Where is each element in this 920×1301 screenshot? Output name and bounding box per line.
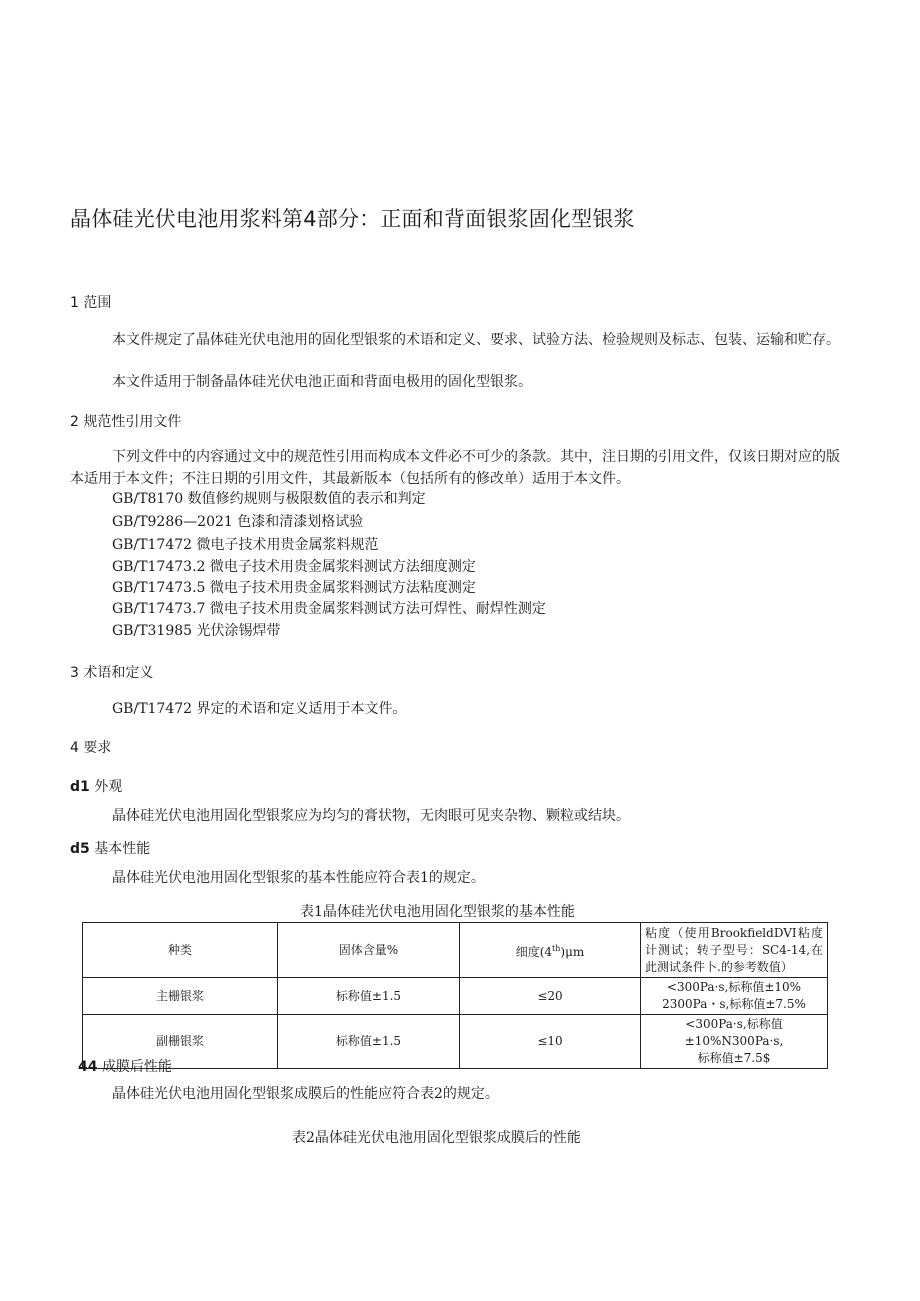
- section-4-heading: 4 要求: [70, 740, 112, 756]
- table-cell: ≤10: [460, 1015, 641, 1069]
- film-performance-para: 晶体硅光伏电池用固化型银浆成膜后的性能应符合表2的规定。: [112, 1086, 499, 1102]
- table-row: [83, 978, 828, 1015]
- section-2-intro: 下列文件中的内容通过文中的规范性引用而构成本文件必不可少的条款。其中，注日期的引用文件，仅该日期对应的版本适用于本文件；不注日期的引用文件，其最新版本（包括所有的修改单）适用于本文件。: [70, 449, 840, 487]
- appearance-para: 晶体硅光伏电池用固化型银浆应为均匀的膏状物，无肉眼可见夹杂物、颗粒或结块。: [112, 808, 630, 824]
- header-text: 细度(4: [515, 944, 553, 959]
- cell-line: 2300Pa・s,标称值±7.5%: [662, 997, 806, 1011]
- reference-item: GB/T17472 微电子技术用贵金属浆料规范: [112, 537, 379, 553]
- subsection-number: 44: [78, 1059, 98, 1075]
- table-cell: ≤20: [460, 978, 641, 1015]
- header-cell: 粘度（使用BrookfieldDVI粘度计测试；转子型号：SC4-14,在此测试条件卜.的参考数值）: [641, 923, 828, 978]
- table-cell: 标称值±1.5: [278, 978, 460, 1015]
- section-3-para: GB/T17472 界定的术语和定义适用于本文件。: [112, 701, 407, 717]
- reference-item: GB/T17473.5 微电子技术用贵金属浆料测试方法粘度测定: [112, 580, 476, 596]
- basic-performance-para: 晶体硅光伏电池用固化型银浆的基本性能应符合表1的规定。: [112, 870, 485, 886]
- reference-item: GB/T17473.7 微电子技术用贵金属浆料测试方法可焊性、耐焊性测定: [112, 601, 546, 617]
- table-cell: 副栅银浆: [83, 1015, 278, 1069]
- header-cell: 固体含量%: [278, 923, 460, 978]
- document-title: 晶体硅光伏电池用浆料第4部分：正面和背面银浆固化型银浆: [70, 207, 635, 231]
- reference-item: GB/T17473.2 微电子技术用贵金属浆料测试方法细度测定: [112, 559, 476, 575]
- table-2-caption: 表2晶体硅光伏电池用固化型银浆成膜后的性能: [292, 1130, 581, 1146]
- header-cell: [460, 923, 641, 978]
- section-1-para-1: 本文件规定了晶体硅光伏电池用的固化型银浆的术语和定义、要求、试验方法、检验规则及标志、包装、运输和贮存。: [112, 332, 840, 348]
- subsection-number: d1: [70, 779, 90, 795]
- table-cell: [641, 1015, 828, 1069]
- subsection-appearance-heading: [70, 776, 122, 796]
- header-cell: 种类: [83, 923, 278, 978]
- reference-item: GB/T31985 光伏涂锡焊带: [112, 623, 281, 639]
- subsection-label: 成膜后性能: [101, 1059, 172, 1075]
- table-header-row: [83, 923, 828, 978]
- table-cell: 主栅银浆: [83, 978, 278, 1015]
- table-cell: 标称值±1.5: [278, 1015, 460, 1069]
- header-superscript: th: [552, 943, 561, 953]
- table-row: [83, 1015, 828, 1069]
- cell-line: <300Pa·s,标称值±10%N300Pa·s,: [684, 1017, 784, 1048]
- subsection-basic-performance-heading: [70, 838, 150, 858]
- reference-item: GB/T8170 数值修约规则与极限数值的表示和判定: [112, 491, 426, 507]
- section-1-heading: 1 范围: [70, 295, 112, 311]
- table-1: [82, 922, 828, 1069]
- section-2-heading: 2 规范性引用文件: [70, 414, 182, 430]
- cell-line: <300Pa·s,标称值±10%: [666, 980, 802, 994]
- subsection-label: 基本性能: [94, 841, 151, 857]
- cell-line: 标称值±7.5$: [697, 1051, 771, 1065]
- section-3-heading: 3 术语和定义: [70, 665, 154, 681]
- header-text: )μm: [560, 944, 585, 959]
- table-cell: [641, 978, 828, 1015]
- table-1-caption: 表1晶体硅光伏电池用固化型银浆的基本性能: [300, 904, 575, 920]
- subsection-number: d5: [70, 841, 90, 857]
- subsection-film-performance-heading: [78, 1056, 172, 1076]
- subsection-label: 外观: [94, 779, 123, 795]
- reference-item: GB/T9286—2021 色漆和清漆划格试验: [112, 514, 364, 530]
- section-1-para-2: 本文件适用于制备晶体硅光伏电池正面和背面电极用的固化型银浆。: [112, 374, 532, 390]
